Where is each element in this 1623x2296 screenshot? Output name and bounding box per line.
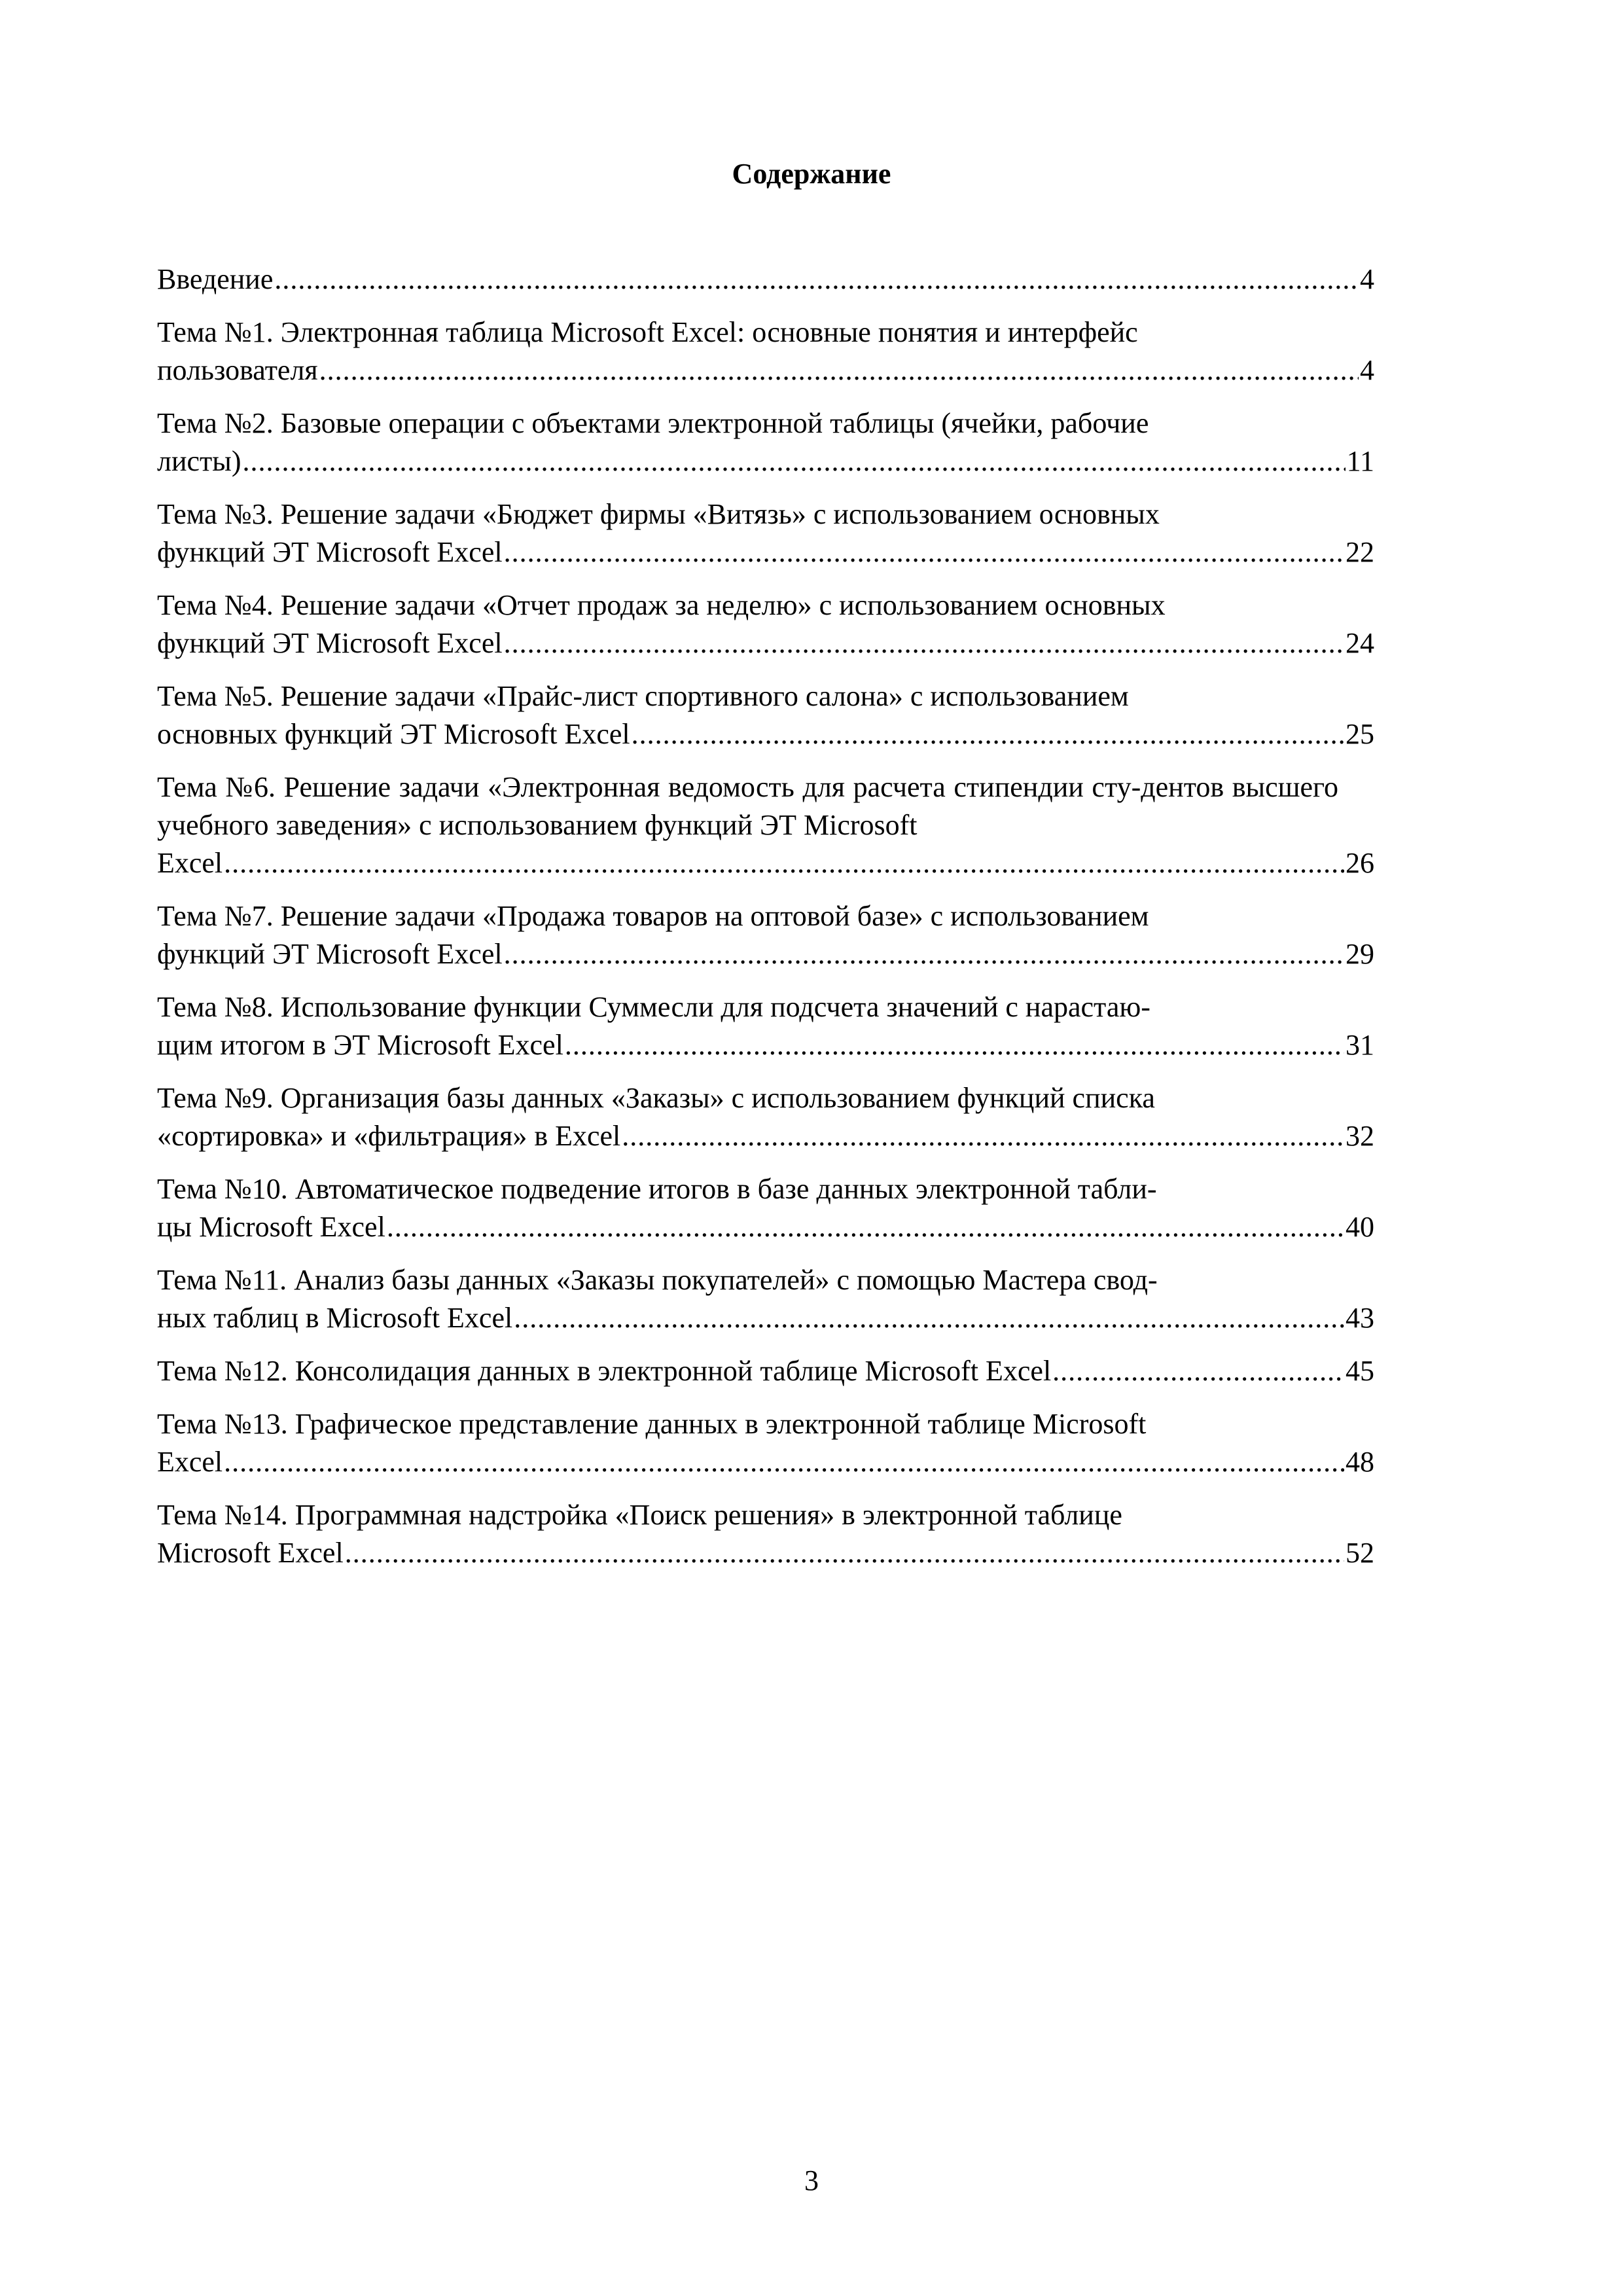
toc-entry-text: Тема №5. Решение задачи «Прайс-лист спортивного салона» с использованием xyxy=(157,680,1129,712)
toc-entry-topic-12[interactable] xyxy=(157,1352,1374,1390)
dot-leader xyxy=(1052,1352,1344,1390)
toc-entry-tail: «сортировка» и «фильтрация» в Excel xyxy=(157,1120,621,1152)
toc-entry-line xyxy=(157,533,1374,571)
toc-entry-topic-5[interactable] xyxy=(157,677,1374,753)
dot-leader xyxy=(387,1208,1344,1246)
toc-entry-tail: листы) xyxy=(157,445,241,477)
dot-leader xyxy=(319,351,1359,389)
dot-leader xyxy=(242,442,1345,480)
toc-page-number: 31 xyxy=(1346,1029,1374,1061)
toc-entry-text: Тема №13. Графическое представление данных в электронной таблице Microsoft xyxy=(157,1408,1147,1440)
toc-entry-text: Тема №14. Программная надстройка «Поиск решения» в электронной таблице xyxy=(157,1499,1122,1531)
toc-entry-intro[interactable] xyxy=(157,260,1374,298)
toc-entry-text: Тема №10. Автоматическое подведение итогов в базе данных электронной табли- xyxy=(157,1173,1157,1205)
dot-leader xyxy=(274,260,1359,298)
dot-leader xyxy=(345,1534,1344,1572)
toc-entry-line xyxy=(157,1443,1374,1481)
dot-leader xyxy=(514,1299,1344,1337)
toc-entry-topic-14[interactable] xyxy=(157,1496,1374,1572)
toc-entry-line xyxy=(157,1026,1374,1064)
dot-leader xyxy=(632,715,1344,753)
toc-page-number: 45 xyxy=(1346,1355,1374,1387)
toc-page-number: 26 xyxy=(1346,847,1374,879)
toc-entry-line xyxy=(157,1117,1374,1155)
toc-entry-topic-10[interactable] xyxy=(157,1170,1374,1246)
toc-entry-text: Тема №8. Использование функции Суммесли для подсчета значений с нарастаю- xyxy=(157,991,1150,1023)
toc-entry-topic-6[interactable] xyxy=(157,768,1374,882)
toc-title: Содержание xyxy=(732,158,891,190)
toc-entry-text: Тема №1. Электронная таблица Microsoft Excel: основные понятия и интерфейс xyxy=(157,316,1138,348)
toc-entry-line xyxy=(157,844,1374,882)
toc-entry-topic-9[interactable] xyxy=(157,1079,1374,1155)
dot-leader xyxy=(504,624,1344,662)
page-number: 3 xyxy=(804,2164,819,2197)
toc-entry-topic-7[interactable] xyxy=(157,897,1374,973)
toc-page-number: 4 xyxy=(1360,263,1374,295)
toc-entry-tail: цы Microsoft Excel xyxy=(157,1211,385,1243)
toc-entry-line xyxy=(157,351,1374,389)
toc-page-number: 25 xyxy=(1346,718,1374,750)
toc-entry-line xyxy=(157,442,1374,480)
toc-page-number: 22 xyxy=(1346,536,1374,568)
toc-page-number: 43 xyxy=(1346,1302,1374,1334)
toc-entry-line xyxy=(157,624,1374,662)
dot-leader xyxy=(565,1026,1344,1064)
toc-entry-tail: Excel xyxy=(157,1446,223,1478)
toc-page-number: 48 xyxy=(1346,1446,1374,1478)
toc-entry-topic-4[interactable] xyxy=(157,586,1374,662)
toc-page-number: 29 xyxy=(1346,938,1374,970)
toc-entry-topic-11[interactable] xyxy=(157,1261,1374,1337)
toc-page-number: 40 xyxy=(1346,1211,1374,1243)
toc-entry-tail: Excel xyxy=(157,847,223,879)
toc-page-number: 32 xyxy=(1346,1120,1374,1152)
toc-entry-line xyxy=(157,715,1374,753)
toc-entry-tail: Microsoft Excel xyxy=(157,1537,344,1569)
toc-entry-line xyxy=(157,935,1374,973)
dot-leader xyxy=(622,1117,1344,1155)
toc-entry-tail: функций ЭТ Microsoft Excel xyxy=(157,938,503,970)
toc-entry-line xyxy=(157,1534,1374,1572)
toc-page-number: 52 xyxy=(1346,1537,1374,1569)
toc-entry-text: Тема №2. Базовые операции с объектами электронной таблицы (ячейки, рабочие xyxy=(157,407,1149,439)
toc-entry-line xyxy=(157,260,1374,298)
dot-leader xyxy=(224,844,1344,882)
toc-entry-topic-3[interactable] xyxy=(157,495,1374,571)
toc-page-number: 24 xyxy=(1346,627,1374,659)
toc-entry-line xyxy=(157,1352,1374,1390)
table-of-contents xyxy=(157,260,1374,1572)
toc-entry-tail: функций ЭТ Microsoft Excel xyxy=(157,627,503,659)
toc-entry-tail: щим итогом в ЭТ Microsoft Excel xyxy=(157,1029,563,1061)
toc-entry-label: Введение xyxy=(157,263,274,295)
toc-entry-text: Тема №9. Организация базы данных «Заказы» с использованием функций списка xyxy=(157,1082,1155,1114)
dot-leader xyxy=(504,533,1344,571)
toc-entry-topic-2[interactable] xyxy=(157,404,1374,480)
toc-entry-tail: функций ЭТ Microsoft Excel xyxy=(157,536,503,568)
toc-entry-line xyxy=(157,1299,1374,1337)
dot-leader xyxy=(224,1443,1344,1481)
toc-entry-line xyxy=(157,1208,1374,1246)
toc-entry-label: Тема №12. Консолидация данных в электронной таблице Microsoft Excel xyxy=(157,1355,1052,1387)
toc-entry-text: Тема №3. Решение задачи «Бюджет фирмы «Витязь» с использованием основных xyxy=(157,498,1160,530)
toc-entry-text: Тема №4. Решение задачи «Отчет продаж за неделю» с использованием основных xyxy=(157,589,1166,621)
toc-entry-text: Тема №6. Решение задачи «Электронная ведомость для расчета стипендии сту-дентов высшего учебного заведения» с использованием функций ЭТ Microsoft xyxy=(157,771,1338,841)
toc-entry-tail: основных функций ЭТ Microsoft Excel xyxy=(157,718,630,750)
toc-entry-topic-13[interactable] xyxy=(157,1405,1374,1481)
toc-page-number: 4 xyxy=(1360,354,1374,386)
toc-entry-topic-8[interactable] xyxy=(157,988,1374,1064)
toc-entry-tail: пользователя xyxy=(157,354,318,386)
toc-entry-text: Тема №7. Решение задачи «Продажа товаров на оптовой базе» с использованием xyxy=(157,900,1149,932)
toc-entry-topic-1[interactable] xyxy=(157,314,1374,389)
dot-leader xyxy=(504,935,1344,973)
toc-entry-text: Тема №11. Анализ базы данных «Заказы покупателей» с помощью Мастера свод- xyxy=(157,1264,1158,1296)
toc-page-number: 11 xyxy=(1346,445,1374,477)
toc-entry-tail: ных таблиц в Microsoft Excel xyxy=(157,1302,513,1334)
